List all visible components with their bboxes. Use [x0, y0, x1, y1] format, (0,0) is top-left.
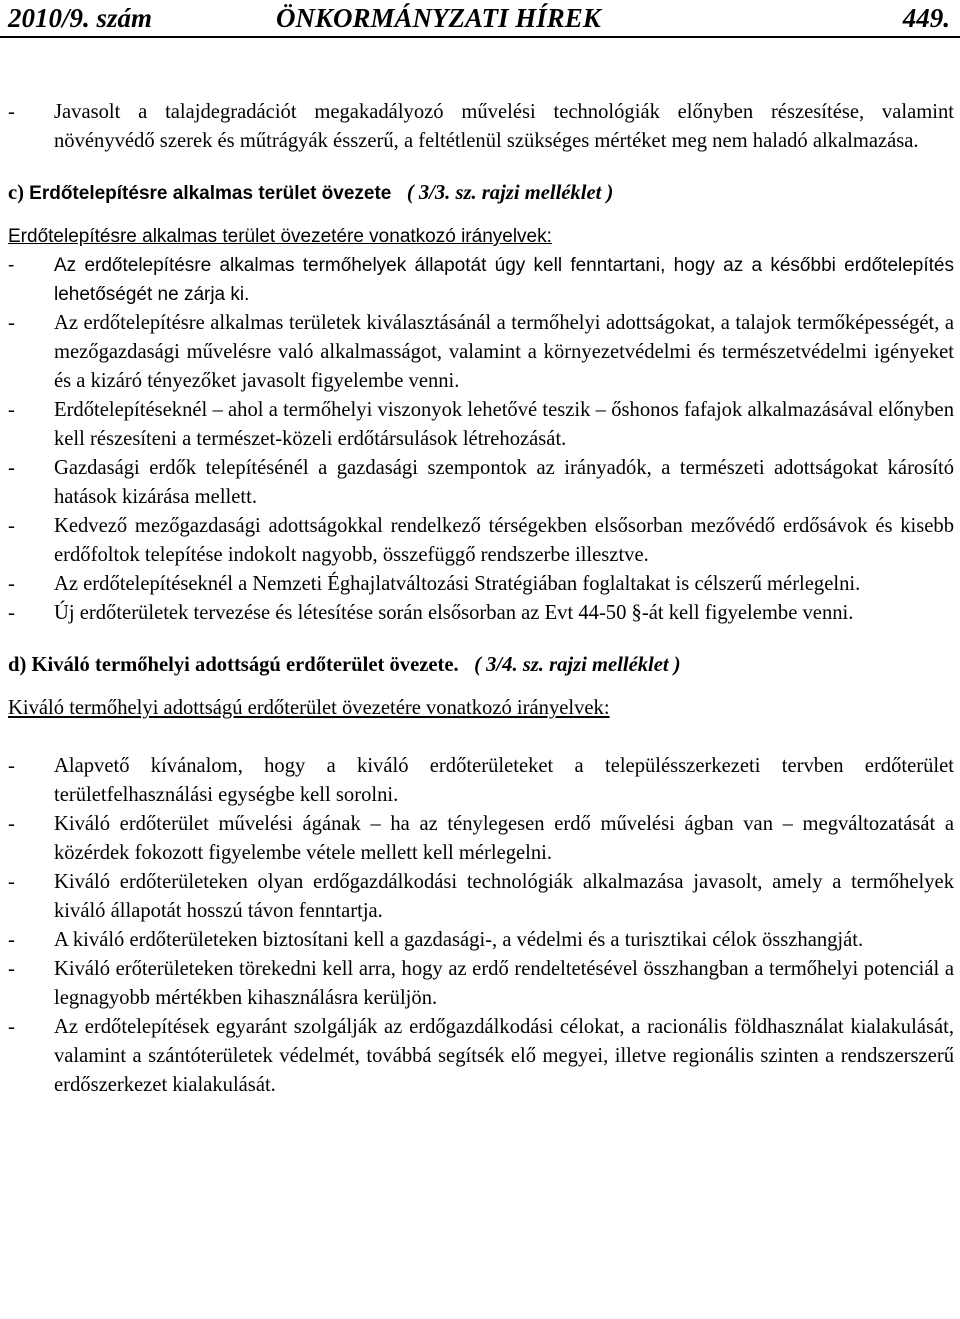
section-c-list-item	[8, 599, 954, 628]
page-number: 449.	[902, 3, 950, 33]
section-d-subheading: Kiváló termőhelyi adottságú erdőterület övezetére vonatkozó irányelvek:	[8, 697, 610, 719]
section-d-title: Kiváló termőhelyi adottságú erdőterület övezete.	[31, 654, 459, 676]
list-item-text: Erdőtelepítéseknél – ahol a termőhelyi viszonyok lehetővé teszik – őshonos fafajok alkalmazásával előnyben kell részesíteni a természet-közeli erdőtársulások létrehozását.	[54, 399, 954, 450]
list-bullet: -	[8, 813, 15, 835]
list-item-text: Kedvező mezőgazdasági adottságokkal rendelkező térségekben elsősorban mezővédő erdősávok és kisebb erdőfoltok telepítése indokolt nagyobb, összefüggő rendszerbe illesztve.	[54, 515, 954, 566]
section-d-list-item	[8, 1013, 954, 1100]
section-c-list-item	[8, 396, 954, 454]
list-item-text: Az erdőtelepítésre alkalmas területek kiválasztásánál a termőhelyi adottságokat, a talajok termőképességét, a mezőgazdasági művelésre való alkalmasságot, valamint a környezetvédelmi és természetvédelmi igényeket és a kizáró tényezőket javasolt figyelembe venni.	[54, 312, 954, 392]
intro-list-item	[8, 98, 954, 156]
list-item-text: Az erdőtelepítésre alkalmas termőhelyek állapotát úgy kell fenntartani, hogy az a későbbi erdőtelepítés lehetőségét ne zárja ki.	[54, 255, 954, 305]
list-item-text: Az erdőtelepítések egyaránt szolgálják az erdőgazdálkodási célokat, a racionális földhasználat kialakulását, valamint a szántóterületek védelmét, továbbá segítsék elő megyei, illetve regionális szinten a rendszerszerű erdőszerkezet kialakulását.	[54, 1016, 954, 1096]
section-c-list-item	[8, 251, 954, 309]
section-d-list	[8, 752, 954, 1100]
section-c-list-item	[8, 454, 954, 512]
page-header	[0, 0, 960, 38]
list-bullet: -	[8, 312, 15, 334]
section-c-list-item	[8, 512, 954, 570]
list-item-text: A kiváló erdőterületeken biztosítani kell a gazdasági-, a védelmi és a turisztikai célok összhangját.	[54, 929, 864, 951]
section-c-list	[8, 251, 954, 628]
list-bullet: -	[8, 871, 15, 893]
section-c-ref: ( 3/3. sz. rajzi melléklet )	[406, 182, 614, 204]
list-item-text: Gazdasági erdők telepítésénél a gazdasági szempontok az irányadók, a természeti adottságokat károsító hatások kizárása mellett.	[54, 457, 954, 508]
list-bullet: -	[8, 602, 15, 624]
list-bullet: -	[8, 573, 15, 595]
list-bullet: -	[8, 255, 15, 276]
list-item-text: Javasolt a talajdegradációt megakadályozó művelési technológiák előnyben részesítése, valamint növényvédő szerek és műtrágyák ésszerű, a feltétlenül szükséges mértéket meg nem haladó alkalmazása.	[54, 101, 954, 152]
section-d-ref: ( 3/4. sz. rajzi melléklet )	[474, 654, 681, 676]
section-c-prefix: c)	[8, 182, 30, 204]
list-bullet: -	[8, 515, 15, 537]
list-bullet: -	[8, 755, 15, 777]
list-bullet: -	[8, 929, 15, 951]
list-bullet: -	[8, 457, 15, 479]
list-item-text: Kiváló erdőterületeken olyan erdőgazdálkodási technológiák alkalmazása javasolt, amely a termőhelyek kiváló állapotát hosszú távon fenntartja.	[54, 871, 954, 922]
section-c-heading	[8, 179, 954, 208]
section-d-list-item	[8, 752, 954, 810]
section-d-prefix: d)	[8, 654, 32, 676]
list-item-text: Alapvető kívánalom, hogy a kiváló erdőterületeket a településszerkezeti tervben erdőterület területfelhasználási egységbe kell sorolni.	[54, 755, 954, 806]
list-bullet: -	[8, 1016, 15, 1038]
list-bullet: -	[8, 101, 15, 123]
list-item-text: Az erdőtelepítéseknél a Nemzeti Éghajlatváltozási Stratégiában foglaltakat is célszerű mérlegelni.	[54, 573, 861, 595]
list-item-text: Kiváló erőterületeken törekedni kell arra, hogy az erdő rendeltetésével összhangban a termőhelyi potenciál a legnagyobb mértékben kihasználásra kerüljön.	[54, 958, 954, 1009]
section-c-subheading: Erdőtelepítésre alkalmas terület övezetére vonatkozó irányelvek:	[8, 226, 552, 247]
issue-number: 2010/9. szám	[8, 3, 153, 33]
section-d-list-item	[8, 955, 954, 1013]
list-item-text: Kiváló erdőterület művelési ágának – ha az ténylegesen erdő művelési ágban van – megváltozatását a közérdek fokozott figyelembe vétele mellett kell mérlegelni.	[54, 813, 954, 864]
document-body	[8, 98, 954, 1100]
section-c-list-item	[8, 570, 954, 599]
section-c-title: Erdőtelepítésre alkalmas terület övezete	[29, 183, 392, 204]
list-item-text: Új erdőterületek tervezése és létesítése során elsősorban az Evt 44-50 §-át kell figyelembe venni.	[54, 602, 854, 624]
section-c-list-item	[8, 309, 954, 396]
section-d-list-item	[8, 868, 954, 926]
section-d-heading	[8, 651, 954, 680]
section-d-list-item	[8, 926, 954, 955]
publication-title: ÖNKORMÁNYZATI HÍREK	[276, 3, 601, 33]
list-bullet: -	[8, 958, 15, 980]
list-bullet: -	[8, 399, 15, 421]
section-d-list-item	[8, 810, 954, 868]
